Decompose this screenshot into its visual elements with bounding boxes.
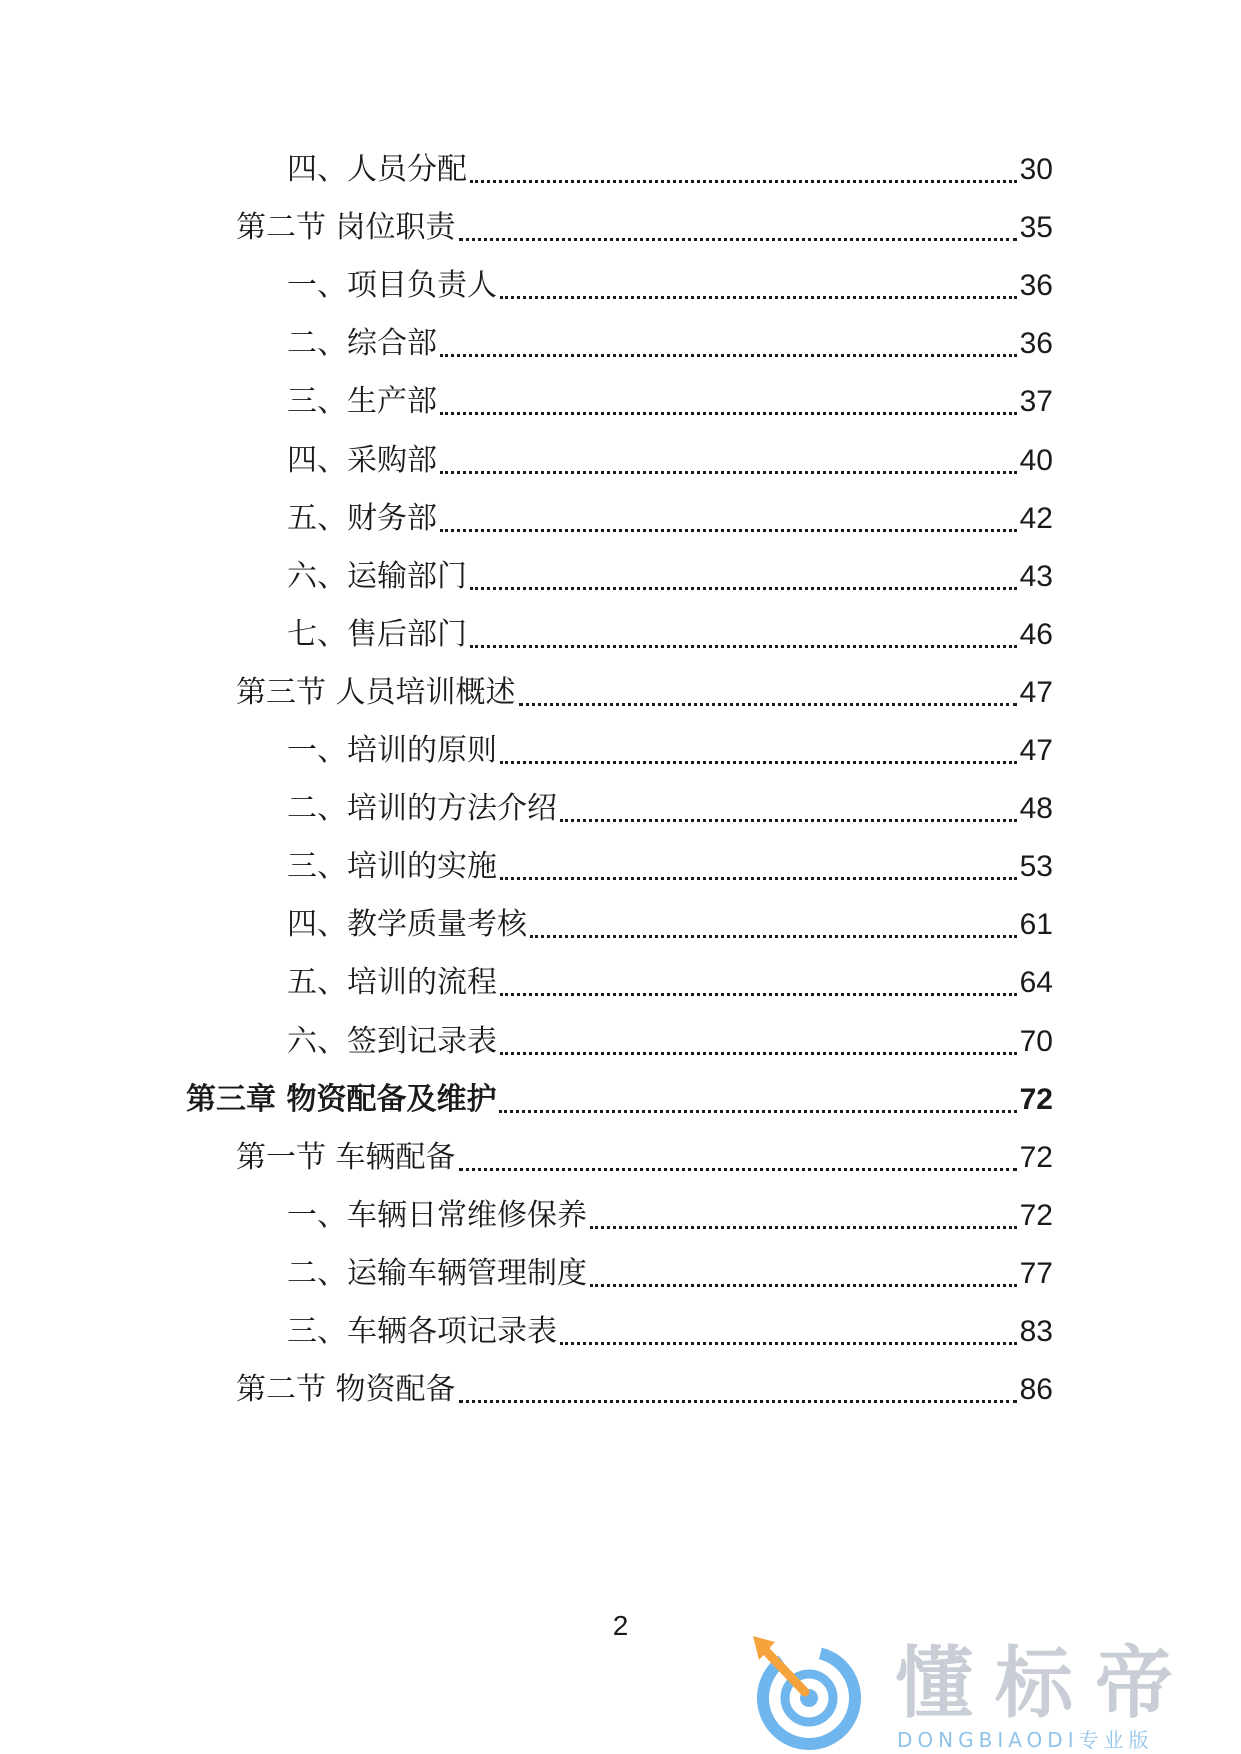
toc-entry-title: 三、生产部 bbox=[287, 384, 437, 420]
toc-entry-title: 六、签到记录表 bbox=[287, 1023, 497, 1059]
toc-entry-page: 86 bbox=[1019, 1373, 1053, 1407]
toc-entry-title: 第二节 物资配备 bbox=[236, 1372, 456, 1408]
toc-entry-title: 二、培训的方法介绍 bbox=[287, 791, 557, 827]
toc-entry-title: 二、运输车辆管理制度 bbox=[287, 1255, 587, 1291]
toc-entry-page: 83 bbox=[1019, 1315, 1053, 1348]
toc-entry[interactable] bbox=[287, 439, 1053, 483]
toc-dot-leader bbox=[500, 296, 1017, 299]
toc-entry-page: 42 bbox=[1019, 501, 1053, 535]
toc-entry-page: 61 bbox=[1019, 908, 1053, 942]
toc-dot-leader bbox=[500, 993, 1017, 996]
toc-dot-leader bbox=[470, 587, 1017, 590]
toc-dot-leader bbox=[459, 1400, 1017, 1403]
toc-entry-page: 36 bbox=[1019, 269, 1053, 303]
toc-entry[interactable] bbox=[287, 148, 1053, 192]
toc-entry-title: 一、车辆日常维修保养 bbox=[287, 1197, 587, 1233]
toc-entry[interactable] bbox=[287, 729, 1053, 773]
toc-entry[interactable] bbox=[287, 961, 1053, 1005]
toc-entry[interactable] bbox=[186, 1078, 1053, 1122]
toc-dot-leader bbox=[590, 1284, 1017, 1287]
toc-dot-leader bbox=[440, 354, 1017, 357]
toc-entry-page: 47 bbox=[1019, 675, 1053, 709]
toc-entry[interactable] bbox=[287, 1252, 1053, 1296]
toc-dot-leader bbox=[500, 761, 1017, 764]
toc-entry-title: 四、教学质量考核 bbox=[287, 907, 527, 943]
toc-dot-leader bbox=[560, 1342, 1017, 1345]
toc-entry-title: 五、培训的流程 bbox=[287, 965, 497, 1001]
toc-entry[interactable] bbox=[287, 497, 1053, 541]
toc-entry[interactable] bbox=[287, 1194, 1053, 1238]
toc-entry-title: 第三节 人员培训概述 bbox=[236, 674, 516, 710]
toc-dot-leader bbox=[500, 1052, 1017, 1055]
toc-entry-page: 36 bbox=[1019, 327, 1053, 361]
toc-entry-page: 70 bbox=[1019, 1024, 1053, 1058]
toc-entry-title: 二、综合部 bbox=[287, 326, 437, 362]
toc-dot-leader bbox=[590, 1226, 1017, 1229]
toc-entry-title: 六、运输部门 bbox=[287, 558, 467, 594]
toc-entry-title: 第三章 物资配备及维护 bbox=[186, 1081, 497, 1117]
toc-entry-title: 第二节 岗位职责 bbox=[236, 210, 456, 246]
toc-entry-page: 46 bbox=[1019, 617, 1053, 651]
toc-entry-title: 三、培训的实施 bbox=[287, 849, 497, 885]
toc-entry-title: 一、培训的原则 bbox=[287, 733, 497, 768]
toc-dot-leader bbox=[459, 1168, 1017, 1171]
toc-entry-page: 64 bbox=[1019, 966, 1053, 1000]
toc-entry-page: 48 bbox=[1019, 792, 1053, 826]
toc-entry-title: 第一节 车辆配备 bbox=[236, 1139, 456, 1175]
toc-entry[interactable] bbox=[287, 1020, 1053, 1064]
toc-dot-leader bbox=[530, 935, 1017, 938]
page-number: 2 bbox=[612, 1610, 629, 1641]
toc-entry-page: 40 bbox=[1019, 443, 1053, 477]
toc-dot-leader bbox=[560, 819, 1017, 822]
toc-entry-title: 三、车辆各项记录表 bbox=[287, 1314, 557, 1349]
toc-entry-page: 72 bbox=[1019, 1082, 1053, 1116]
toc-dot-leader bbox=[440, 529, 1017, 532]
toc-entry-page: 37 bbox=[1019, 385, 1053, 419]
watermark-subtitle: DONGBIAODI专业版 bbox=[897, 1728, 1154, 1752]
toc-entry-title: 五、财务部 bbox=[287, 500, 437, 536]
toc-dot-leader bbox=[459, 238, 1017, 241]
toc-entry[interactable] bbox=[236, 1136, 1053, 1180]
toc-dot-leader bbox=[440, 471, 1017, 474]
toc-entry[interactable] bbox=[287, 264, 1053, 308]
toc-entry-title: 七、售后部门 bbox=[287, 616, 467, 652]
toc-entry-title: 四、采购部 bbox=[287, 442, 437, 478]
toc-entry[interactable] bbox=[287, 1310, 1053, 1354]
toc-entry[interactable] bbox=[287, 613, 1053, 657]
toc-entry[interactable] bbox=[287, 787, 1053, 831]
toc-dot-leader bbox=[499, 1110, 1016, 1113]
toc-entry-title: 一、项目负责人 bbox=[287, 268, 497, 304]
toc-entry[interactable] bbox=[236, 671, 1053, 715]
toc-dot-leader bbox=[519, 703, 1017, 706]
toc-entry-page: 43 bbox=[1019, 559, 1053, 593]
toc-entry-page: 77 bbox=[1019, 1256, 1053, 1290]
toc-dot-leader bbox=[500, 877, 1017, 880]
toc-entry[interactable] bbox=[236, 1368, 1053, 1412]
toc-entry[interactable] bbox=[287, 322, 1053, 366]
toc-entry[interactable] bbox=[236, 206, 1053, 250]
toc-entry-page: 30 bbox=[1019, 153, 1053, 186]
toc-entry-page: 72 bbox=[1019, 1140, 1053, 1174]
watermark bbox=[745, 1632, 1241, 1754]
toc-entry-title: 四、人员分配 bbox=[287, 152, 467, 187]
watermark-brand: 懂标帝 bbox=[895, 1639, 1196, 1729]
toc-entry-page: 35 bbox=[1019, 211, 1053, 245]
toc-entry-page: 72 bbox=[1019, 1198, 1053, 1232]
toc-entry[interactable] bbox=[287, 380, 1053, 424]
toc-dot-leader bbox=[470, 645, 1017, 648]
target-logo-icon bbox=[745, 1632, 867, 1754]
toc-entry[interactable] bbox=[287, 903, 1053, 947]
toc-entry[interactable] bbox=[287, 555, 1053, 599]
toc-entry-page: 47 bbox=[1019, 734, 1053, 767]
toc-entry[interactable] bbox=[287, 845, 1053, 889]
toc-dot-leader bbox=[470, 180, 1017, 183]
toc-dot-leader bbox=[440, 412, 1017, 415]
toc-entry-page: 53 bbox=[1019, 850, 1053, 884]
